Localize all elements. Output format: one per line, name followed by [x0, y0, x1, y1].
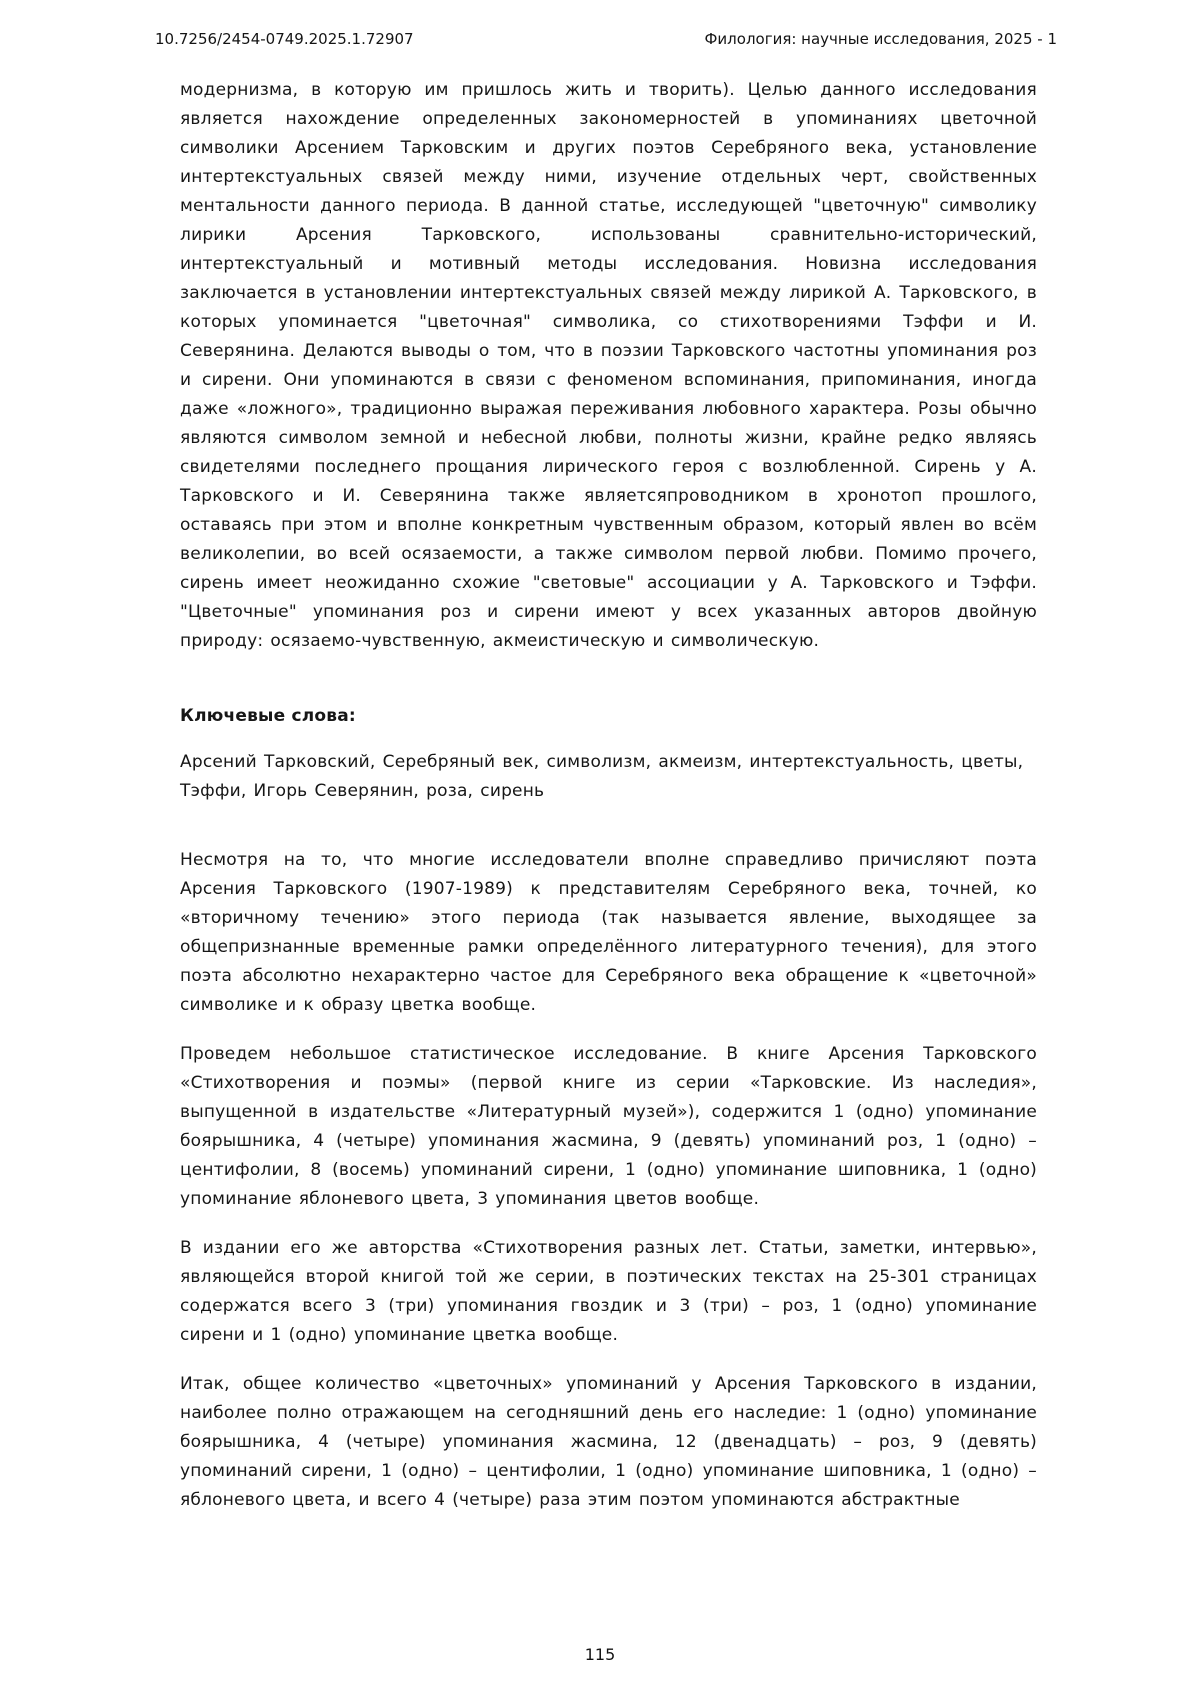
page-number: 115 — [584, 1645, 616, 1664]
body-paragraph-1: Несмотря на то, что многие исследователи вполне справедливо причисляют поэта Арсения Тарковского (1907-1989) к представителям Серебряного века, точней, ко «вторичному течению» этого периода (так называется явление, выходящее за общепризнанные временные рамки определённого литературного течения), для этого поэта абсолютно нехарактерно частое для Серебряного века обращение к «цветочной» символике и к образу цветка вообще. — [180, 850, 1037, 1015]
body-paragraph-3: В издании его же авторства «Стихотворения разных лет. Статьи, заметки, интервью», являющейся второй книгой той же серии, в поэтических текстах на 25-301 страницах содержатся всего 3 (три) упоминания гвоздик и 3 (три) – роз, 1 (одно) упоминание сирени и 1 (одно) упоминание цветка вообще. — [180, 1238, 1037, 1345]
keywords-list: Арсений Тарковский, Серебряный век, символизм, акмеизм, интертекстуальность, цветы, Тэффи, Игорь Северянин, роза, сирень — [180, 752, 1024, 801]
article-content — [180, 76, 1037, 1535]
page-footer — [0, 1645, 1200, 1664]
abstract-paragraph: модернизма, в которую им пришлось жить и творить). Целью данного исследования является нахождение определенных закономерностей в упоминаниях цветочной символики Арсением Тарковским и других поэтов Серебряного века, установление интертекстуальных связей между ними, изучение отдельных черт, свойственных ментальности данного периода. В данной статье, исследующей "цветочную" символику лирики Арсения Тарковского, использованы сравнительно-исторический, интертекстуальный и мотивный методы исследования. Новизна исследования заключается в установлении интертекстуальных связей между лирикой А. Тарковского, в которых упоминается "цветочная" символика, со стихотворениями Тэффи и И. Северянина. Делаются выводы о том, что в поэзии Тарковского частотны упоминания роз и сирени. Они упоминаются в связи с феноменом вспоминания, припоминания, иногда даже «ложного», традиционно выражая переживания любовного характера. Розы обычно являются символом земной и небесной любви, полноты жизни, крайне редко являясь свидетелями последнего прощания лирического героя с возлюбленной. Сирень у А. Тарковского и И. Северянина также являетсяпроводником в хронотоп прошлого, оставаясь при этом и вполне конкретным чувственным образом, который явлен во всём великолепии, во всей осязаемости, а также символом первой любви. Помимо прочего, сирень имеет неожиданно схожие "световые" ассоциации у А. Тарковского и Тэффи. "Цветочные" упоминания роз и сирени имеют у всех указанных авторов двойную природу: осязаемо-чувственную, акмеистическую и символическую. — [180, 80, 1037, 651]
journal-title: Филология: научные исследования, 2025 - 1 — [704, 30, 1057, 48]
body-paragraph-2: Проведем небольшое статистическое исследование. В книге Арсения Тарковского «Стихотворения и поэмы» (первой книге из серии «Тарковские. Из наследия», выпущенной в издательстве «Литературный музей»), содержится 1 (одно) упоминание боярышника, 4 (четыре) упоминания жасмина, 9 (девять) упоминаний роз, 1 (одно) – центифолии, 8 (восемь) упоминаний сирени, 1 (одно) упоминание шиповника, 1 (одно) упоминание яблоневого цвета, 3 упоминания цветов вообще. — [180, 1044, 1037, 1209]
page-header — [155, 30, 1057, 48]
keywords-heading: Ключевые слова: — [180, 706, 356, 726]
doi-text: 10.7256/2454-0749.2025.1.72907 — [155, 30, 414, 48]
body-paragraph-4: Итак, общее количество «цветочных» упоминаний у Арсения Тарковского в издании, наиболее полно отражающем на сегодняшний день его наследие: 1 (одно) упоминание боярышника, 4 (четыре) упоминания жасмина, 12 (двенадцать) – роз, 9 (девять) упоминаний сирени, 1 (одно) – центифолии, 1 (одно) упоминание шиповника, 1 (одно) – яблоневого цвета, и всего 4 (четыре) раза этим поэтом упоминаются абстрактные — [180, 1374, 1037, 1510]
